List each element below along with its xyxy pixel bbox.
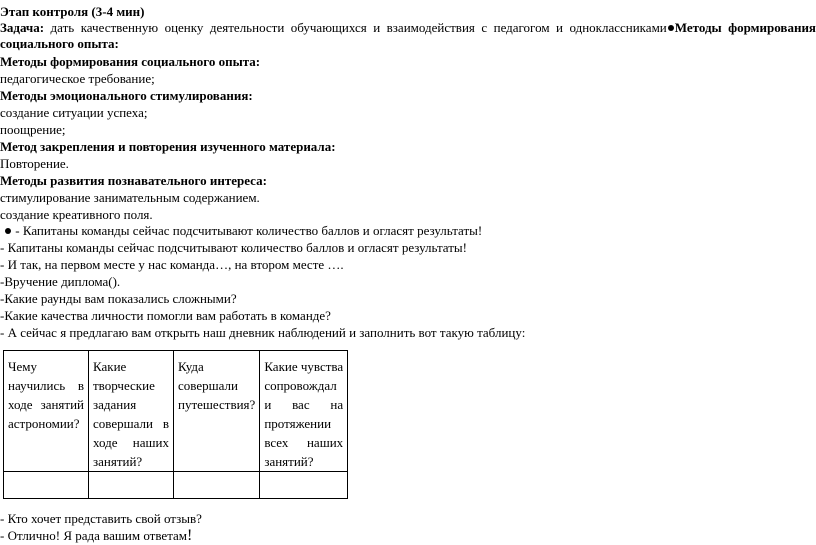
table-header-word: Чему: [8, 359, 37, 374]
bullet-icon: [668, 25, 674, 31]
table-header-word: ходе: [8, 397, 33, 412]
table-header-line: [93, 395, 169, 414]
task-word: одноклассниками: [569, 20, 667, 35]
table-header-word: научились: [8, 378, 66, 393]
table-header-word: занятий: [40, 397, 84, 412]
table-header-word: Какие: [93, 359, 127, 374]
task-tail-word: формирования: [728, 20, 816, 35]
dialogue-line: -Какие раунды вам показались сложными?: [0, 291, 237, 306]
table-header-line: [264, 414, 343, 433]
task-word: дать: [50, 20, 75, 35]
table-row: [4, 472, 348, 499]
section-heading-repetition: Метод закрепления и повторения изученного материала:: [0, 139, 336, 154]
task-word: с: [481, 20, 488, 35]
section-item: поощрение;: [0, 122, 66, 137]
table-header-cell: [174, 351, 260, 472]
table-header-line: [8, 376, 84, 395]
table-header-word: творческие: [93, 378, 155, 393]
section-heading-interest: Методы развития познавательного интереса:: [0, 173, 267, 188]
closing-answer: - Отлично! Я рада вашим ответам!: [0, 527, 193, 544]
table-header-cell: [89, 351, 174, 472]
section-item: Повторение.: [0, 156, 69, 171]
table-header-line: [178, 376, 255, 395]
table-header-word: занятий?: [93, 454, 143, 469]
table-header-line: [8, 395, 84, 414]
task-tail-word: Методы: [674, 20, 722, 35]
table-header-line: [93, 433, 169, 452]
table-cell-empty[interactable]: [174, 472, 260, 499]
section-item: стимулирование занимательным содержанием.: [0, 190, 260, 205]
dialogue-line: -Какие качества личности помогли вам работать в команде?: [0, 308, 331, 323]
task-word: педагогом: [493, 20, 550, 35]
table-header-line: [8, 414, 84, 433]
task-tail-line2: социального опыта:: [0, 36, 119, 51]
section-item: создание креативного поля.: [0, 207, 153, 222]
table-header-line: [264, 376, 343, 395]
table-header-line: [264, 395, 343, 414]
table-header-word: задания: [93, 397, 137, 412]
table-header-word: путешествия?: [178, 397, 256, 412]
dialogue-line: - Капитаны команды сейчас подсчитывают количество баллов и огласят результаты!: [0, 240, 467, 255]
table-cell-empty[interactable]: [260, 472, 348, 499]
reflection-table: [3, 350, 348, 499]
table-header-line: [264, 433, 343, 452]
table-header-word: протяжении: [264, 416, 332, 431]
table-header-cell: [260, 351, 348, 472]
table-header-line: [93, 452, 169, 471]
table-header-word: вас: [292, 397, 310, 412]
task-word: и: [373, 20, 381, 35]
table-header-line: [93, 376, 169, 395]
task-word: качественную: [80, 20, 159, 35]
task-word: оценку: [164, 20, 204, 35]
task-last-word: [569, 20, 721, 36]
table-header-line: [178, 395, 255, 414]
section-item: создание ситуации успеха;: [0, 105, 148, 120]
table-header-word: наших: [132, 435, 169, 450]
table-header-word: астрономии?: [8, 416, 80, 431]
task-word: деятельности: [209, 20, 285, 35]
dialogue-line: -Вручение диплома().: [0, 274, 121, 289]
bullet-icon: [5, 228, 11, 234]
task-label: Задача:: [0, 20, 45, 35]
table-header-line: [178, 357, 255, 376]
table-header-cell: [4, 351, 89, 472]
table-header-line: [264, 357, 343, 376]
table-header-word: и: [264, 397, 272, 412]
closing-question: - Кто хочет представить свой отзыв?: [0, 511, 202, 526]
table-header-word: в: [77, 378, 84, 393]
table-header-word: всех: [264, 435, 289, 450]
section-heading-social: Методы формирования социального опыта:: [0, 54, 261, 69]
task-word: и: [556, 20, 563, 35]
table-header-word: занятий?: [264, 454, 314, 469]
task-line: [0, 20, 816, 36]
table-header-line: [264, 452, 343, 471]
table-header-line: [93, 414, 169, 433]
table-header-word: совершали: [93, 416, 153, 431]
table-header-line: [8, 357, 84, 376]
table-header-row: [4, 351, 348, 472]
table-header-line: [93, 357, 169, 376]
table-header-word: на: [330, 397, 344, 412]
table-cell-empty[interactable]: [4, 472, 89, 499]
task-word: взаимодействия: [386, 20, 475, 35]
dialogue-line: - И так, на первом месте у нас команда…, на втором месте ….: [0, 257, 344, 272]
dialogue-line: - Капитаны команды сейчас подсчитывают количество баллов и огласят результаты!: [4, 223, 482, 239]
table-header-word: в: [162, 416, 169, 431]
dialogue-line: - А сейчас я предлагаю вам открыть наш дневник наблюдений и заполнить вот такую таблицу:: [0, 325, 526, 340]
table-header-word: сопровождал: [264, 378, 337, 393]
section-heading-emotional: Методы эмоционального стимулирования:: [0, 88, 253, 103]
task-word: обучающихся: [290, 20, 367, 35]
stage-title: Этап контроля (3-4 мин): [0, 4, 145, 19]
table-header-word: совершали: [178, 378, 238, 393]
table-cell-empty[interactable]: [89, 472, 174, 499]
table-header-word: ходе: [93, 435, 118, 450]
table-header-word: наших: [306, 435, 344, 450]
table-header-word: Какие чувства: [264, 359, 344, 374]
section-item: педагогическое требование;: [0, 71, 155, 86]
table-header-word: Куда: [178, 359, 204, 374]
